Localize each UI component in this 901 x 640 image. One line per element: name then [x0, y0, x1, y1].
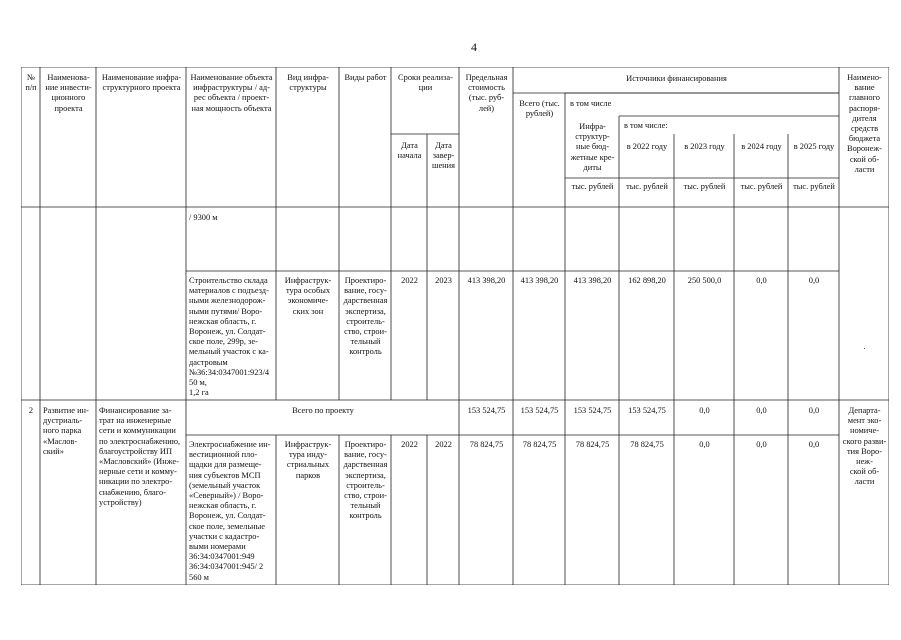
row-b-manager: Департа- мент эко- номиче- ского разви- тия Воро- неж- ской об- ласти	[842, 406, 887, 487]
row-c-work-types: Проектиро- вание, госу- дарственная экспертиза, строитель- ство, строи- тельный контроль	[343, 440, 388, 521]
row-a-object: Строительство склада материалов с подъезд- ными железнодорож- ными путями/ Воро- нежская область, г. Воронеж, ул. Солдат- ское поле, 299р, зе- мельный участок с ка- дастровым №36:34:0347001:923/4 50 м, 1,2 га	[189, 276, 270, 398]
header-2023: в 2023 году	[684, 142, 725, 151]
row-b-2025: 0,0	[808, 406, 820, 415]
header-infra-project: Наименование инфра- структурного проекта	[101, 73, 182, 93]
row-a-manager: .	[863, 342, 866, 351]
header-max-cost: Предельная стоимость (тыс. руб- лей)	[465, 73, 508, 113]
header-infra-type: Вид инфра- структуры	[287, 73, 329, 93]
row-b-credits: 153 524,75	[573, 406, 612, 415]
row-a-infra-type: Инфраструк- тура особых экономиче- ских зон	[284, 276, 332, 316]
row-b-2023: 0,0	[699, 406, 710, 415]
header-unit-2025: тыс. рублей	[793, 182, 835, 191]
row-a-2024: 0,0	[756, 276, 767, 285]
header-unit-credits: тыс. рублей	[571, 182, 614, 191]
header-total: Всего (тыс. рублей)	[519, 99, 560, 119]
row-c-total: 78 824,75	[522, 440, 557, 449]
row-b-max-cost: 153 524,75	[467, 406, 506, 415]
row-c-2022: 78 824,75	[630, 440, 664, 449]
row-a-2022: 162 898,20	[628, 276, 666, 285]
row-c-2025: 0,0	[808, 440, 820, 449]
header-end: Дата завер- шения	[432, 141, 455, 171]
row-c-start: 2022	[401, 440, 418, 449]
row-a-work-types: Проектиро- вание, госу- дарственная экспертиза, строитель- ство, строи- тельный контроль	[343, 276, 388, 357]
row-a-credits: 413 398,20	[573, 276, 612, 285]
row-a-2023: 250 500,0	[687, 276, 722, 285]
cont-object: / 9300 м	[189, 213, 218, 222]
header-terms: Сроки реализа- ции	[398, 73, 453, 93]
header-start: Дата начала	[397, 141, 422, 161]
row-b-2022: 153 524,75	[628, 406, 666, 415]
row-b-total-label: Всего по проекту	[292, 406, 354, 415]
page-number: 4	[471, 40, 477, 54]
header-incl2: в том числе:	[624, 121, 668, 130]
row-b-2024: 0,0	[756, 406, 767, 415]
row-c-2023: 0,0	[699, 440, 710, 449]
header-2024: в 2024 году	[741, 142, 782, 151]
row-b-total: 153 524,75	[520, 406, 559, 415]
header-2022: в 2022 году	[626, 142, 668, 151]
row-c-infra-type: Инфраструк- тура инду- стриальных парков	[284, 440, 332, 480]
header-unit-2022: тыс. рублей	[626, 182, 668, 191]
row-a-total: 413 398,20	[520, 276, 559, 285]
row-c-2024: 0,0	[756, 440, 767, 449]
financing-table	[21, 67, 889, 585]
header-2025: в 2025 году	[793, 142, 835, 151]
row-c-credits: 78 824,75	[575, 440, 610, 449]
header-incl: в том числе	[570, 99, 612, 108]
header-unit-2023: тыс. рублей	[683, 182, 726, 191]
row-a-end: 2023	[435, 276, 452, 285]
row-a-max-cost: 413 398,20	[467, 276, 506, 285]
row-c-object: Электроснабжение ин- вестиционной пло- щадки для размеще- ния субъектов МСП (земельный участок «Северный») / Воро- нежская область, г. Воронеж, ул. Солдат- ское поле, земельные участки с кадастро- выми номерами 36:34:0347001:949 36:34:0347001:945/ 2 560 м	[189, 440, 271, 582]
header-work-types: Виды работ	[344, 73, 387, 82]
row-c-end: 2022	[435, 440, 452, 449]
header-unit-2024: тыс. рублей	[740, 182, 783, 191]
row-b-num: 2	[28, 406, 34, 415]
header-sources: Источники финансирования	[626, 74, 727, 83]
header-inv-project: Наименова- ние инвести- ционного проекта	[45, 73, 92, 113]
header-object: Наименование объекта инфраструктуры / ад- рес объекта / проект- ная мощность объекта	[190, 73, 273, 113]
row-b-infra-project: Финансирование за- трат на инженерные сети и коммуникации по электроснабжению, благоустройству ИП «Масловский» (Инже- нерные сети и комму- никации по электро- снабжению, благо- устройству)	[99, 406, 181, 507]
header-num: № п/п	[25, 73, 37, 93]
row-a-start: 2022	[401, 276, 418, 285]
header-credits: Инфра- структур- ные бюд- жетные кре- диты	[570, 122, 615, 172]
header-manager: Наимено- вание главного распоря- дителя средств бюджета Воронеж- ской об- ласти	[847, 73, 882, 174]
row-a-2025: 0,0	[808, 276, 820, 285]
row-c-max-cost: 78 824,75	[469, 440, 504, 449]
row-b-inv-project: Развитие ин- дустриаль- ного парка «Маслов- ский»	[43, 406, 89, 456]
